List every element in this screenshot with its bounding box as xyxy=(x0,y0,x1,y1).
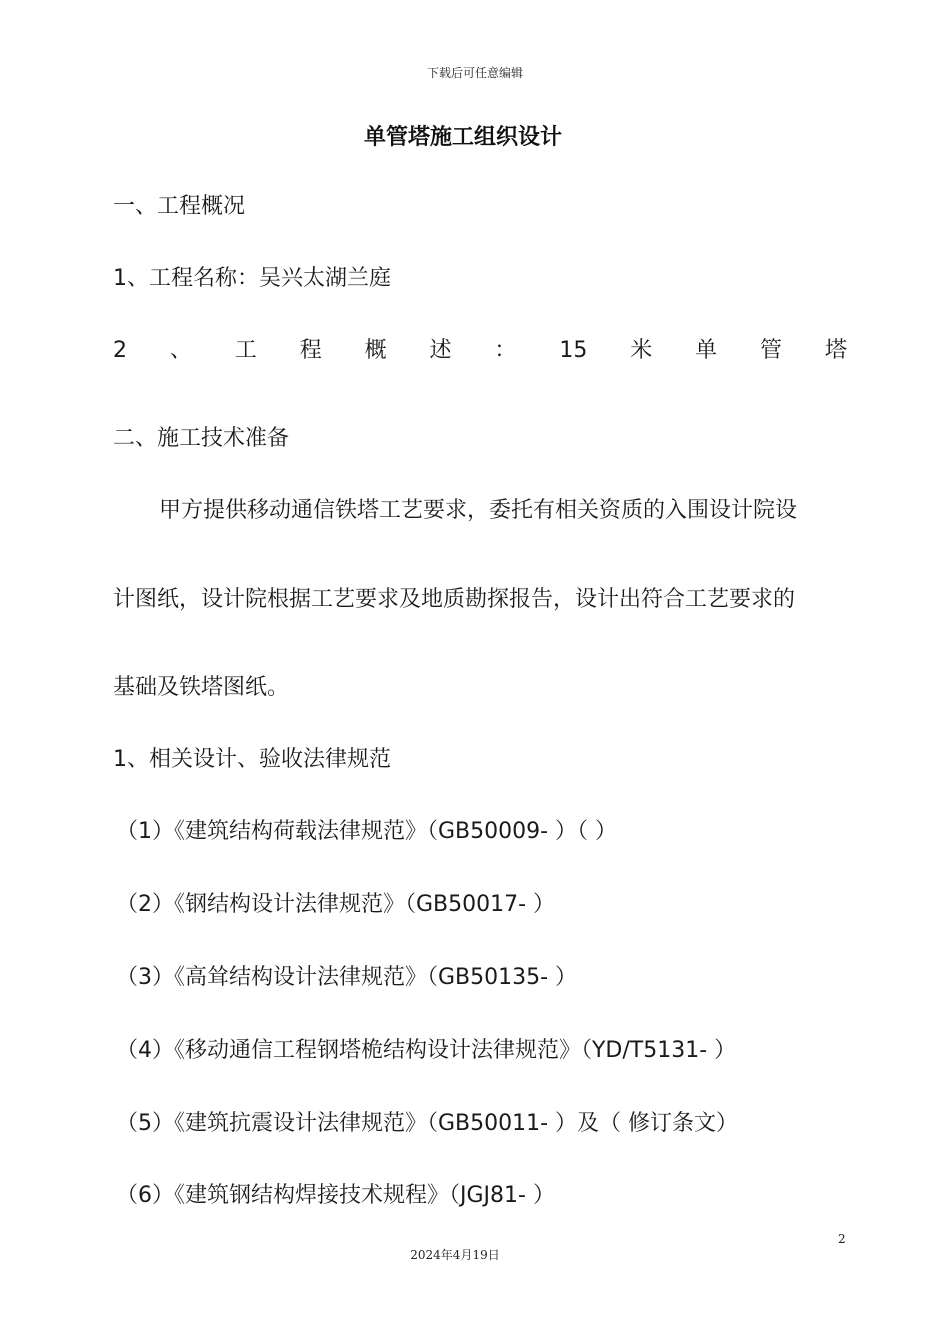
paragraph-line: 计图纸，设计院根据工艺要求及地质勘探报告，设计出符合工艺要求的 xyxy=(113,587,796,612)
norm-item: （1）《建筑结构荷载法律规范》（GB50009- ）（ ） xyxy=(116,819,618,844)
overview-char: 15 xyxy=(559,338,588,363)
overview-char: 概 xyxy=(364,338,387,363)
overview-char: 、 xyxy=(169,338,192,363)
project-name-line: 1、工程名称：吴兴太湖兰庭 xyxy=(113,266,391,291)
overview-char: 程 xyxy=(299,338,322,363)
overview-char: 塔 xyxy=(824,338,847,363)
section-heading-tech-prep: 二、施工技术准备 xyxy=(113,426,290,451)
overview-char: 管 xyxy=(760,338,783,363)
norm-item: （6）《建筑钢结构焊接技术规程》（JGJ81- ） xyxy=(116,1183,555,1208)
subsection-heading-norms: 1、相关设计、验收法律规范 xyxy=(113,747,391,772)
project-overview-line xyxy=(113,336,847,366)
overview-char: 米 xyxy=(630,338,653,363)
overview-char: ： xyxy=(494,338,517,363)
overview-char: 工 xyxy=(234,338,257,363)
overview-char: 述 xyxy=(429,338,452,363)
footer-date: 2024年4月19日 xyxy=(410,1248,500,1262)
norm-item: （4）《移动通信工程钢塔桅结构设计法律规范》（YD/T5131- ） xyxy=(116,1038,737,1063)
norm-item: （2）《钢结构设计法律规范》（GB50017- ） xyxy=(116,892,556,917)
paragraph-line: 基础及铁塔图纸。 xyxy=(113,675,290,700)
document-title: 单管塔施工组织设计 xyxy=(363,125,562,150)
paragraph-line: 甲方提供移动通信铁塔工艺要求，委托有相关资质的入围设计院设 xyxy=(159,498,798,523)
overview-char: 单 xyxy=(695,338,718,363)
norm-item: （5）《建筑抗震设计法律规范》（GB50011- ）及（ 修订条文） xyxy=(116,1111,739,1136)
norm-item: （3）《高耸结构设计法律规范》（GB50135- ） xyxy=(116,965,578,990)
header-note: 下载后可任意编辑 xyxy=(426,66,523,80)
section-heading-overview: 一、工程概况 xyxy=(113,194,246,219)
page-number: 2 xyxy=(838,1232,846,1246)
overview-char: 2 xyxy=(113,338,127,363)
